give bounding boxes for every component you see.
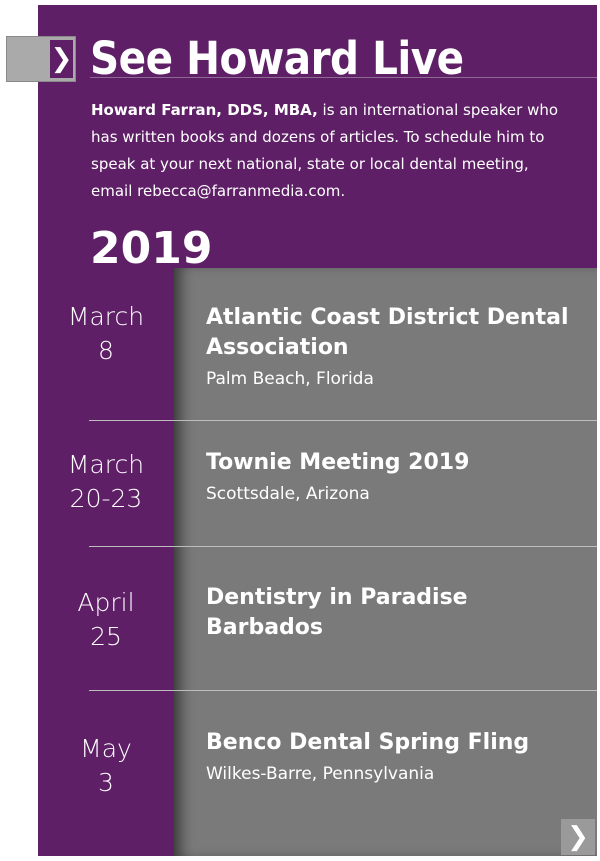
event-month: March — [67, 302, 145, 331]
event-month: May — [80, 734, 132, 763]
event-day: 8 — [98, 336, 114, 365]
event-name: Atlantic Coast District Dental Association — [206, 305, 569, 360]
event-divider — [89, 690, 597, 691]
event-month: April — [77, 588, 135, 617]
intro-paragraph — [91, 97, 571, 205]
speaker-name: Howard Farran, DDS, MBA, — [91, 101, 318, 119]
event-name: Benco Dental Spring Fling — [206, 730, 530, 755]
chevron-right-icon: ❯ — [567, 822, 589, 852]
event-divider — [89, 546, 597, 547]
event-name: Dentistry in Paradise Barbados — [206, 585, 468, 640]
event-day: 25 — [90, 622, 122, 651]
event-month: March — [67, 450, 145, 479]
event-day: 20-23 — [69, 484, 143, 513]
event-divider — [89, 420, 597, 421]
next-page-button[interactable] — [561, 819, 595, 855]
event-location: Wilkes-Barre, Pennsylvania — [206, 764, 435, 784]
event-name: Townie Meeting 2019 — [206, 450, 470, 475]
chevron-right-icon: ❯ — [50, 40, 73, 78]
event-location: Scottsdale, Arizona — [206, 484, 370, 504]
event-day: 3 — [98, 768, 114, 797]
page-title: See Howard Live — [90, 32, 464, 85]
intro-text: is an international speaker who has written books and dozens of articles. To schedule him to speak at your next national, state or local dental meeting, email rebecca@farranmedia.com. — [91, 101, 559, 200]
previous-page-button[interactable] — [6, 36, 76, 82]
event-location: Palm Beach, Florida — [206, 369, 374, 389]
year-heading: 2019 — [90, 223, 213, 274]
